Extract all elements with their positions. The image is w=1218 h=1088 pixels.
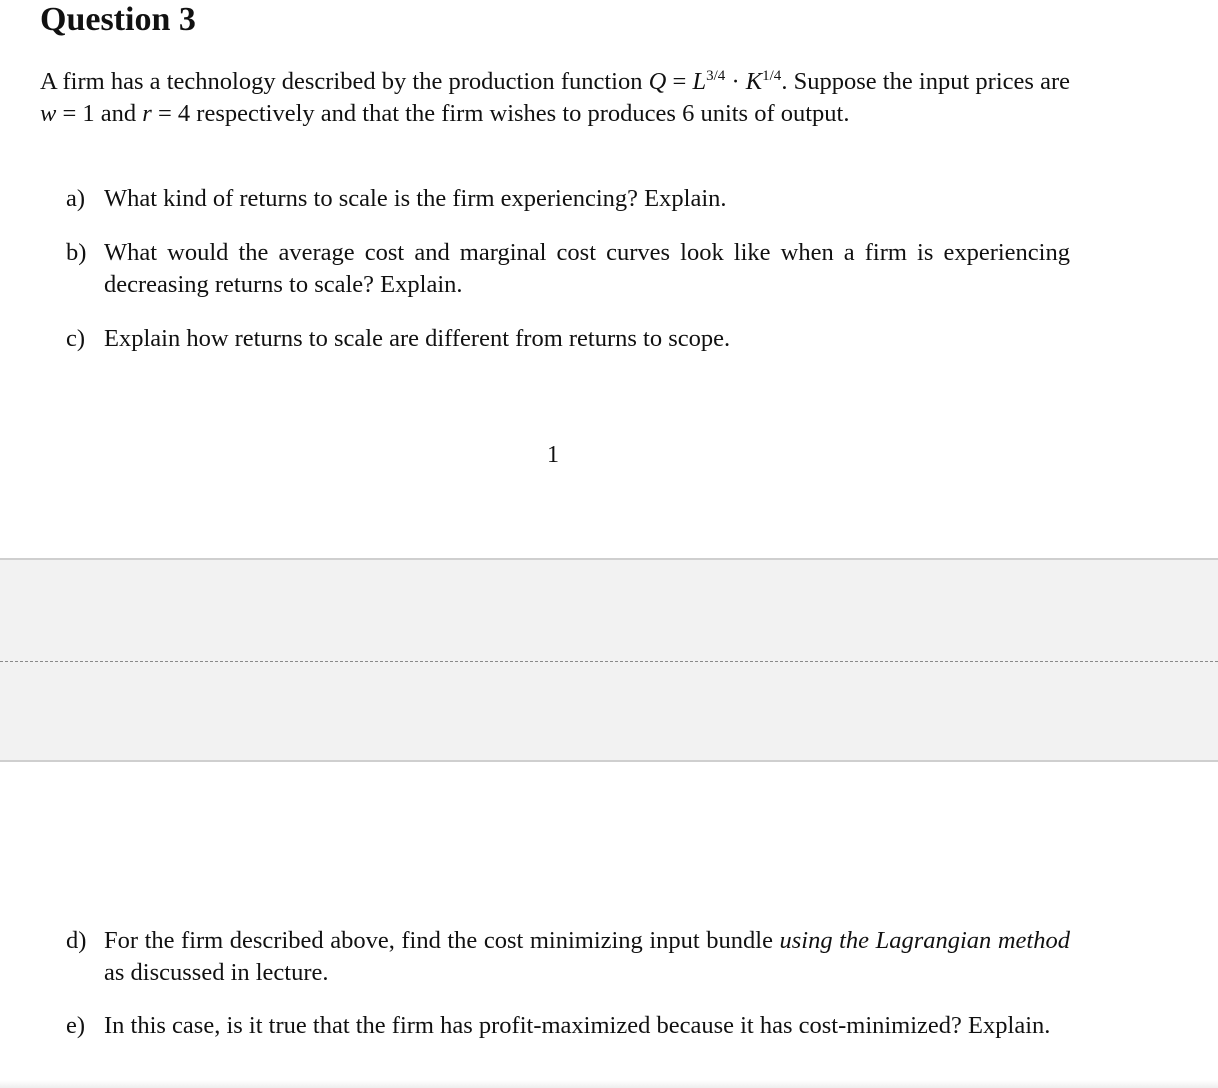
intro-text-3: = 4 respectively and that the firm wishes to produces 6 units of output. (151, 100, 850, 127)
math-w-value: = 1 and (56, 100, 143, 127)
item-text: What kind of returns to scale is the firm experiencing? Explain. (104, 185, 727, 212)
math-k-exponent: 1/4 (762, 68, 782, 84)
item-e (66, 1010, 1070, 1042)
item-d (66, 925, 1070, 989)
math-r: r (142, 100, 152, 127)
intro-text-2: . Suppose the input prices are (781, 68, 1070, 95)
item-text-emphasis: using the Lagrangian method (779, 927, 1070, 954)
page-break-gap (0, 558, 1218, 762)
math-q: Q (648, 68, 667, 95)
math-w: w (40, 100, 57, 127)
item-text: Explain how returns to scale are different from returns to scope. (104, 325, 731, 352)
math-eq: = (666, 68, 693, 95)
item-text: What would the average cost and marginal cost curves look like when a firm is experiencing decreasing returns to scale? Explain. (104, 239, 1070, 298)
math-l-exponent: 3/4 (706, 68, 726, 84)
item-text-part: as discussed in lecture. (104, 959, 329, 986)
item-label: b) (66, 239, 87, 266)
item-text (104, 925, 1070, 989)
math-k: K (745, 68, 763, 95)
bottom-edge (0, 1080, 1218, 1088)
intro-text-1: A firm has a technology described by the production function (40, 68, 649, 95)
item-label: c) (66, 325, 86, 352)
item-label: d) (66, 927, 87, 954)
item-c (66, 323, 1070, 355)
item-label: e) (66, 1012, 86, 1039)
item-text-part: For the firm described above, find the cost minimizing input bundle (104, 927, 780, 954)
math-dot: · (725, 68, 746, 95)
item-b (66, 237, 1070, 301)
question-title: Question 3 (40, 1, 196, 38)
question-intro (40, 66, 1070, 130)
page-number: 1 (547, 442, 559, 468)
item-label: a) (66, 185, 86, 212)
page-break-divider (0, 661, 1218, 662)
item-text: In this case, is it true that the firm has profit-maximized because it has cost-minimized? Explain. (104, 1012, 1051, 1039)
item-a (66, 183, 1070, 215)
math-l: L (692, 68, 707, 95)
